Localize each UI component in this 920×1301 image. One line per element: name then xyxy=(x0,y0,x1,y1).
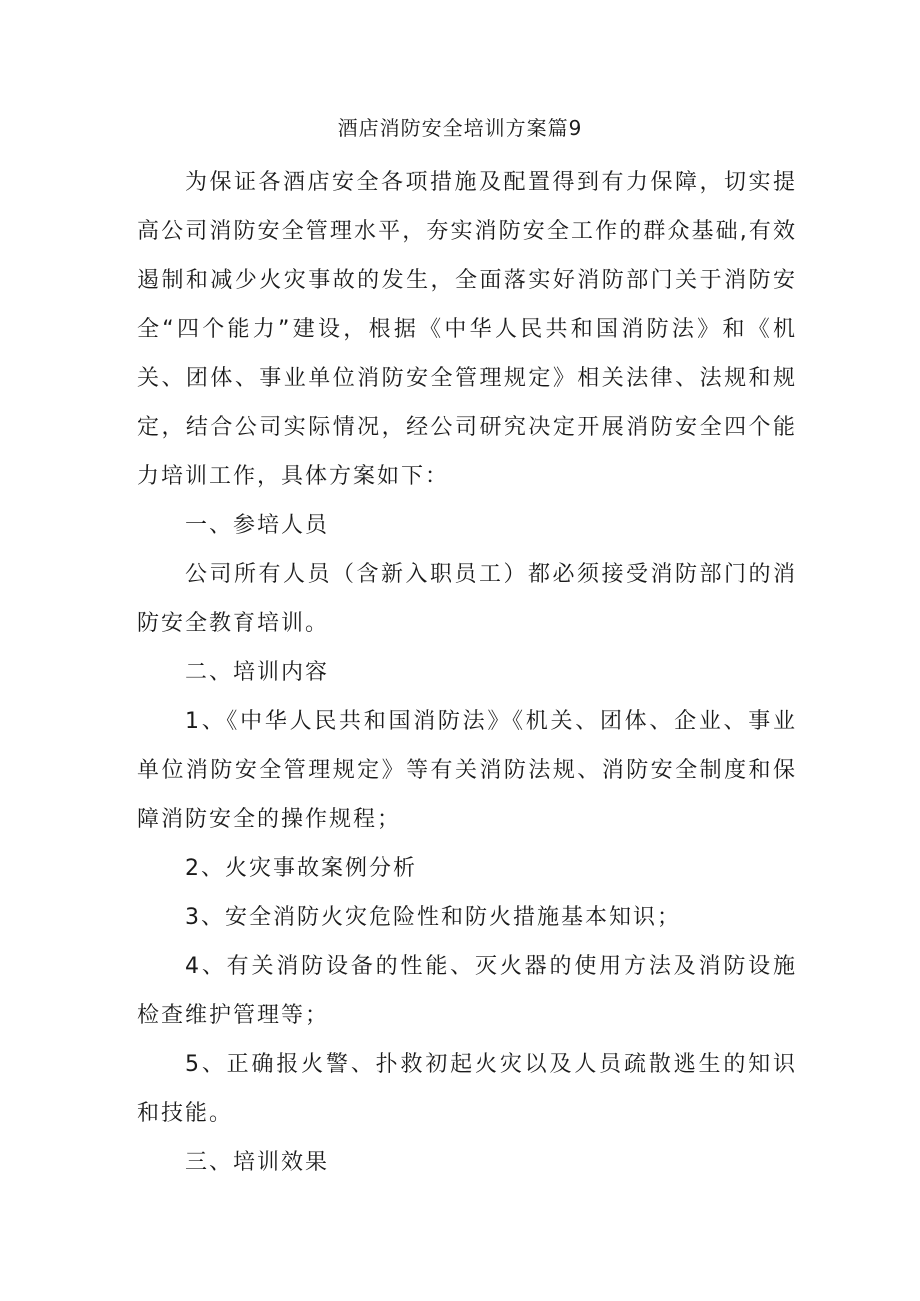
list-item-4: 4、有关消防设备的性能、灭火器的使用方法及消防设施检查维护管理等； xyxy=(137,954,797,1028)
document-title: 酒店消防安全培训方案篇9 xyxy=(337,116,583,140)
list-item-1: 1、《中华人民共和国消防法》《机关、团体、企业、事业单位消防安全管理规定》等有关消防法规、消防安全制度和保障消防安全的操作规程； xyxy=(137,709,797,832)
heading-participants: 一、参培人员 xyxy=(185,513,330,538)
paragraph-intro: 为保证各酒店安全各项措施及配置得到有力保障，切实提高公司消防安全管理水平，夯实消防安全工作的群众基础,有效遏制和减少火灾事故的发生，全面落实好消防部门关于消防安全“四个能力”建设，根据《中华人民共和国消防法》和《机关、团体、事业单位消防安全管理规定》相关法律、法规和规定，结合公司实际情况，经公司研究决定开展消防安全四个能力培训工作，具体方案如下： xyxy=(137,170,797,489)
list-item-5: 5、正确报火警、扑救初起火灾以及人员疏散逃生的知识和技能。 xyxy=(137,1052,797,1126)
paragraph-participants: 公司所有人员（含新入职员工）都必须接受消防部门的消防安全教育培训。 xyxy=(137,562,797,636)
heading-content: 二、培训内容 xyxy=(185,660,330,685)
heading-effect: 三、培训效果 xyxy=(185,1150,330,1175)
list-item-3: 3、安全消防火灾危险性和防火措施基本知识； xyxy=(185,905,681,930)
list-item-2: 2、火灾事故案例分析 xyxy=(185,856,417,881)
document-body xyxy=(137,158,797,1187)
